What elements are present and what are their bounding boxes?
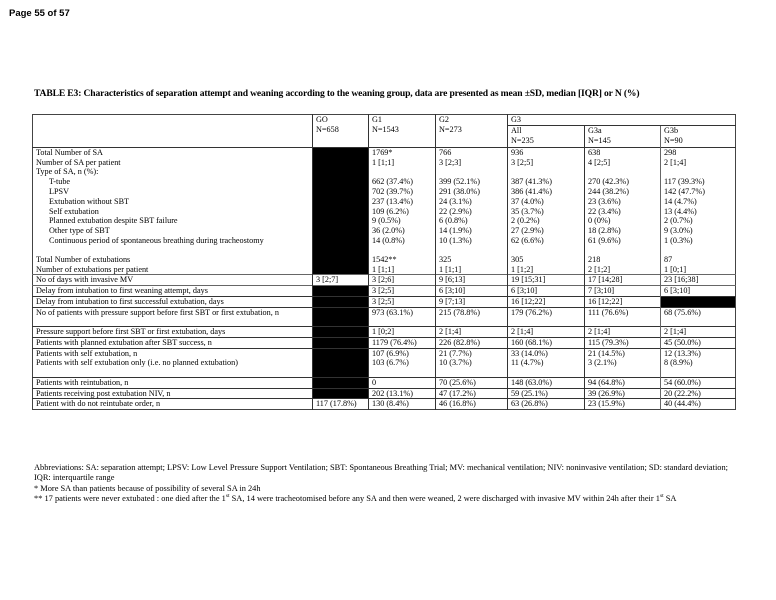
- cell-g3a: [585, 167, 661, 177]
- cell-g3a: 21 (14.5%): [585, 348, 661, 358]
- row-label: Planned extubation despite SBT failure: [49, 216, 178, 226]
- cell-g3a: 39 (26.9%): [585, 388, 661, 399]
- table-row: [33, 147, 736, 157]
- cell-g3all: 305: [508, 255, 585, 265]
- cell-go: [313, 255, 369, 265]
- table-row: [33, 296, 736, 307]
- cell-g1: [369, 167, 436, 177]
- spacer-row: [33, 318, 736, 327]
- cell-go: [313, 348, 369, 358]
- cell-g1: 130 (8.4%): [369, 399, 436, 410]
- row-label: Other type of SBT: [49, 226, 110, 236]
- cell-g3all: 1 [1;2]: [508, 265, 585, 275]
- cell-g3b: 23 [16;38]: [661, 275, 736, 286]
- cell-go: [313, 296, 369, 307]
- cell-g3a: 2 [1;2]: [585, 265, 661, 275]
- cell-g1: 0: [369, 377, 436, 388]
- cell-g2: 47 (17.2%): [436, 388, 508, 399]
- cell-g3a: 23 (15.9%): [585, 399, 661, 410]
- row-label: Number of SA per patient: [36, 157, 121, 167]
- cell-g3a: 111 (76.6%): [585, 307, 661, 317]
- cell-g3b: 87: [661, 255, 736, 265]
- cell-g3a: 61 (9.6%): [585, 236, 661, 246]
- cell-go: [313, 307, 369, 317]
- cell-g1: 3 [2;5]: [369, 296, 436, 307]
- cell-go: [313, 337, 369, 348]
- table-row: [33, 167, 736, 177]
- cell-g3all: 387 (41.3%): [508, 177, 585, 187]
- cell-g3a: 115 (79.3%): [585, 337, 661, 348]
- cell-go: [313, 265, 369, 275]
- table-row: [33, 275, 736, 286]
- table-row: [33, 377, 736, 388]
- cell-g2: 46 (16.8%): [436, 399, 508, 410]
- cell-g1: 109 (6.2%): [369, 207, 436, 217]
- row-label: Delay from intubation to first weaning attempt, days: [33, 286, 313, 297]
- cell-g2: 24 (3.1%): [436, 197, 508, 207]
- cell-g3all: 6 [3;10]: [508, 286, 585, 297]
- cell-g3b: 68 (75.6%): [661, 307, 736, 317]
- row-label: No of days with invasive MV: [33, 275, 313, 286]
- cell-g1: 1769*: [369, 147, 436, 157]
- cell-g3b: 14 (4.7%): [661, 197, 736, 207]
- header-g3b: G3b N=90: [661, 125, 736, 147]
- cell-g3a: 0 (0%): [585, 216, 661, 226]
- cell-go: [313, 177, 369, 187]
- cell-go: [313, 377, 369, 388]
- table-row: [33, 388, 736, 399]
- cell-g1: 36 (2.0%): [369, 226, 436, 236]
- cell-g3a: 2 [1;4]: [585, 327, 661, 338]
- spacer-row: [33, 246, 736, 255]
- cell-g3a: 218: [585, 255, 661, 265]
- table-row: [33, 197, 736, 207]
- cell-g3b: 6 [3;10]: [661, 286, 736, 297]
- weaning-characteristics-table: [32, 114, 736, 410]
- cell-g3all: 2 [1;4]: [508, 327, 585, 338]
- cell-g1: 107 (6.9%): [369, 348, 436, 358]
- row-label: Patients with self extubation only (i.e. no planned extubation): [36, 358, 238, 368]
- cell-g3all: 2 (0.2%): [508, 216, 585, 226]
- cell-g3b: 20 (22.2%): [661, 388, 736, 399]
- cell-g3all: 37 (4.0%): [508, 197, 585, 207]
- cell-g2: 2 [1;4]: [436, 327, 508, 338]
- cell-go: [313, 236, 369, 246]
- cell-go: [313, 147, 369, 157]
- cell-g3b: 117 (39.3%): [661, 177, 736, 187]
- cell-g3b: 13 (4.4%): [661, 207, 736, 217]
- cell-g1: 202 (13.1%): [369, 388, 436, 399]
- row-label: Number of extubations per patient: [36, 264, 149, 274]
- row-label: LPSV: [49, 186, 70, 196]
- row-label: Patients with planned extubation after SBT success, n: [33, 337, 313, 348]
- table-row: [33, 358, 736, 368]
- cell-g2: 399 (52.1%): [436, 177, 508, 187]
- cell-g3a: 22 (3.4%): [585, 207, 661, 217]
- cell-g3all: 11 (4.7%): [508, 358, 585, 368]
- header-g1: G1 N=1543: [369, 115, 436, 148]
- cell-g2: 1 [1;1]: [436, 265, 508, 275]
- cell-g3b: [661, 296, 736, 307]
- table-row: [33, 216, 736, 226]
- cell-g1: 702 (39.7%): [369, 187, 436, 197]
- cell-g3all: 179 (76.2%): [508, 307, 585, 317]
- table-row: [33, 158, 736, 168]
- cell-go: [313, 226, 369, 236]
- row-label: Continuous period of spontaneous breathing during tracheostomy: [49, 235, 264, 245]
- table-row: [33, 265, 736, 275]
- header-go: GO N=658: [313, 115, 369, 148]
- cell-g3b: 2 [1;4]: [661, 158, 736, 168]
- cell-g2: 22 (2.9%): [436, 207, 508, 217]
- cell-g1: 103 (6.7%): [369, 358, 436, 368]
- cell-g1: 1 [0;2]: [369, 327, 436, 338]
- cell-g3b: 2 [1;4]: [661, 327, 736, 338]
- table-row: [33, 177, 736, 187]
- table-row: [33, 255, 736, 265]
- cell-g3all: [508, 167, 585, 177]
- cell-go: [313, 158, 369, 168]
- cell-g3b: 9 (3.0%): [661, 226, 736, 236]
- cell-g3all: 59 (25.1%): [508, 388, 585, 399]
- cell-g3b: 8 (8.9%): [661, 358, 736, 368]
- table-row: [33, 286, 736, 297]
- cell-g3all: 160 (68.1%): [508, 337, 585, 348]
- cell-go: [313, 187, 369, 197]
- cell-g2: 215 (78.8%): [436, 307, 508, 317]
- cell-g1: 662 (37.4%): [369, 177, 436, 187]
- cell-g1: 1 [1;1]: [369, 265, 436, 275]
- cell-g3a: 638: [585, 147, 661, 157]
- cell-g1: 1179 (76.4%): [369, 337, 436, 348]
- cell-go: 3 [2;7]: [313, 275, 369, 286]
- cell-g1: 1542**: [369, 255, 436, 265]
- cell-g3a: 244 (38.2%): [585, 187, 661, 197]
- header-g3: G3: [508, 115, 736, 126]
- header-row-1: [33, 115, 736, 126]
- cell-go: [313, 327, 369, 338]
- row-label: Type of SA, n (%):: [36, 167, 99, 177]
- cell-go: [313, 207, 369, 217]
- cell-g2: 9 [6;13]: [436, 275, 508, 286]
- cell-go: [313, 197, 369, 207]
- cell-g2: 3 [2;3]: [436, 158, 508, 168]
- cell-g3all: 3 [2;5]: [508, 158, 585, 168]
- table-row: [33, 337, 736, 348]
- cell-go: [313, 388, 369, 399]
- row-label: Total Number of extubations: [36, 254, 131, 264]
- header-label-cell: [33, 115, 313, 148]
- header-g2: G2 N=273: [436, 115, 508, 148]
- table-row: [33, 207, 736, 217]
- row-label: Patient with do not reintubate order, n: [33, 399, 313, 410]
- table-caption: TABLE E3: Characteristics of separation attempt and weaning according to the weaning group, data are presented as mean ±SD, median [IQR] or N (%): [34, 88, 640, 99]
- cell-g1: 237 (13.4%): [369, 197, 436, 207]
- cell-g2: 10 (1.3%): [436, 236, 508, 246]
- cell-g2: 291 (38.0%): [436, 187, 508, 197]
- cell-g3b: 298: [661, 147, 736, 157]
- cell-g3a: 18 (2.8%): [585, 226, 661, 236]
- cell-g3all: 27 (2.9%): [508, 226, 585, 236]
- cell-g3b: 45 (50.0%): [661, 337, 736, 348]
- cell-g1: 3 [2;6]: [369, 275, 436, 286]
- cell-g2: [436, 167, 508, 177]
- row-label: Delay from intubation to first successful extubation, days: [33, 296, 313, 307]
- cell-g2: 21 (7.7%): [436, 348, 508, 358]
- cell-g2: 10 (3.7%): [436, 358, 508, 368]
- cell-g3a: 16 [12;22]: [585, 296, 661, 307]
- cell-g1: 14 (0.8%): [369, 236, 436, 246]
- cell-g2: 6 [3;10]: [436, 286, 508, 297]
- cell-g2: 70 (25.6%): [436, 377, 508, 388]
- footnote-single-asterisk: * More SA than patients because of possibility of several SA in 24h: [34, 483, 261, 493]
- cell-g3all: 936: [508, 147, 585, 157]
- cell-g3all: 19 [15;31]: [508, 275, 585, 286]
- cell-g3b: 1 (0.3%): [661, 236, 736, 246]
- spacer-row: [33, 368, 736, 377]
- cell-g2: 9 [7;13]: [436, 296, 508, 307]
- cell-g2: 226 (82.8%): [436, 337, 508, 348]
- cell-g1: 3 [2;5]: [369, 286, 436, 297]
- page-number-header: Page 55 of 57: [9, 8, 70, 19]
- cell-g3all: 33 (14.0%): [508, 348, 585, 358]
- cell-go: [313, 286, 369, 297]
- cell-g3all: 35 (3.7%): [508, 207, 585, 217]
- cell-g3b: 142 (47.7%): [661, 187, 736, 197]
- header-g3a: G3a N=145: [585, 125, 661, 147]
- cell-g3b: 1 [0;1]: [661, 265, 736, 275]
- abbreviations-note: Abbreviations: SA: separation attempt; LPSV: Low Level Pressure Support Ventilation; SBT: Spontaneous Breathing Trial; MV: mechanical ventilation; NIV: noninvasive ventilation; SD: standard deviation; IQR: interquartile range: [34, 463, 728, 483]
- cell-g3a: 3 (2.1%): [585, 358, 661, 368]
- table-row: [33, 307, 736, 317]
- cell-g1: 1 [1;1]: [369, 158, 436, 168]
- cell-go: [313, 167, 369, 177]
- cell-g3a: 270 (42.3%): [585, 177, 661, 187]
- cell-g3b: 2 (0.7%): [661, 216, 736, 226]
- cell-g3a: 94 (64.8%): [585, 377, 661, 388]
- cell-go: 117 (17.8%): [313, 399, 369, 410]
- cell-g3all: 148 (63.0%): [508, 377, 585, 388]
- table-footnotes: [34, 463, 746, 504]
- header-g3-all: All N=235: [508, 125, 585, 147]
- cell-g3a: 4 [2;5]: [585, 158, 661, 168]
- row-label: Patients with self extubation, n: [33, 348, 313, 358]
- table-row: [33, 236, 736, 246]
- cell-g1: 973 (63.1%): [369, 307, 436, 317]
- cell-g2: 325: [436, 255, 508, 265]
- row-label: Self extubation: [49, 206, 99, 216]
- cell-g2: 766: [436, 147, 508, 157]
- row-label: Patients with reintubation, n: [33, 377, 313, 388]
- table-row: [33, 327, 736, 338]
- cell-g3a: 23 (3.6%): [585, 197, 661, 207]
- cell-go: [313, 216, 369, 226]
- footnote-double-asterisk: ** 17 patients were never extubated : one died after the 1st SA, 14 were tracheotomised before any SA and then were weaned, 2 were discharged with invasive MV within 24h after their 1st SA: [34, 493, 677, 503]
- cell-g3all: 62 (6.6%): [508, 236, 585, 246]
- cell-g3all: 63 (26.8%): [508, 399, 585, 410]
- cell-g3all: 386 (41.4%): [508, 187, 585, 197]
- row-label: No of patients with pressure support before first SBT or first extubation, n: [33, 307, 313, 317]
- cell-g2: 14 (1.9%): [436, 226, 508, 236]
- table-row: [33, 226, 736, 236]
- table-row: [33, 348, 736, 358]
- row-label: Pressure support before first SBT or first extubation, days: [33, 327, 313, 338]
- cell-g2: 6 (0.8%): [436, 216, 508, 226]
- row-label: Patients receiving post extubation NIV, n: [33, 388, 313, 399]
- table-row: [33, 399, 736, 410]
- cell-g3b: 54 (60.0%): [661, 377, 736, 388]
- row-label: T-tube: [49, 177, 71, 187]
- cell-g3all: 16 [12;22]: [508, 296, 585, 307]
- cell-g3b: 40 (44.4%): [661, 399, 736, 410]
- cell-g3b: 12 (13.3%): [661, 348, 736, 358]
- row-label: Total Number of SA: [33, 147, 313, 157]
- cell-go: [313, 358, 369, 368]
- table-row: [33, 187, 736, 197]
- cell-g3a: 17 [14;28]: [585, 275, 661, 286]
- cell-g3a: 7 [3;10]: [585, 286, 661, 297]
- row-label: Extubation without SBT: [49, 196, 130, 206]
- cell-g3b: [661, 167, 736, 177]
- cell-g1: 9 (0.5%): [369, 216, 436, 226]
